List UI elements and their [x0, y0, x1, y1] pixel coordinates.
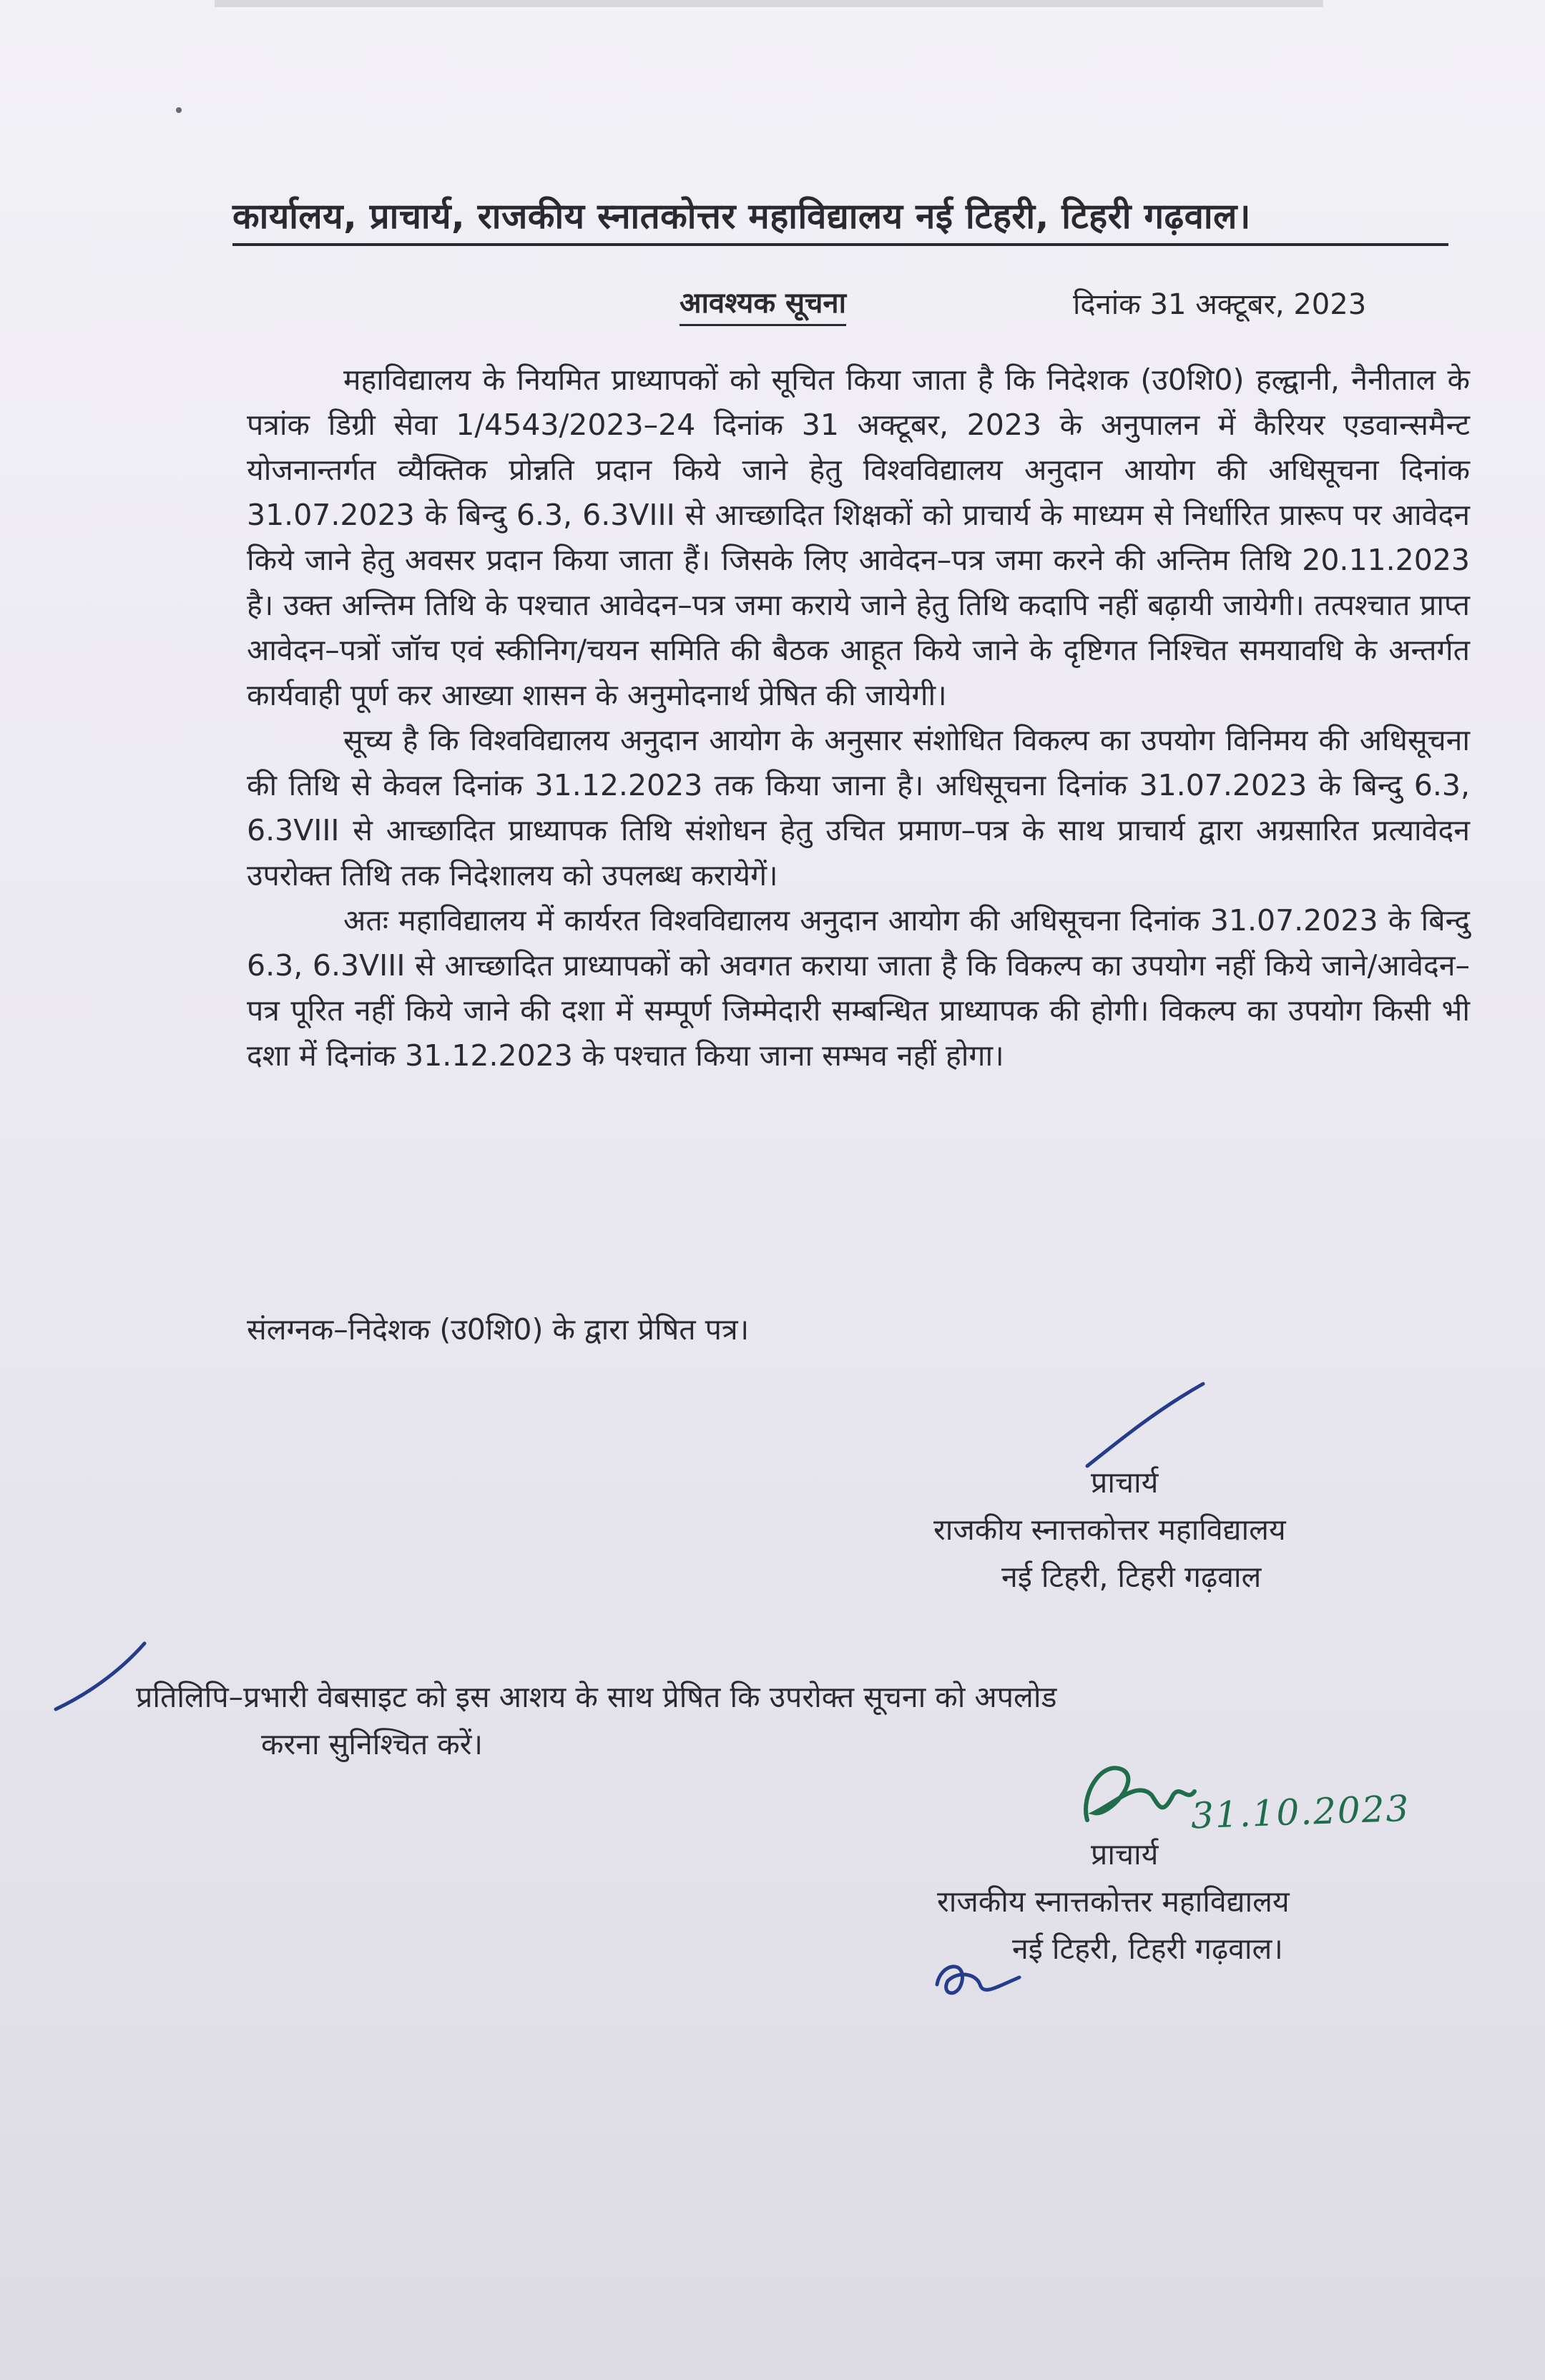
- signatory-college: राजकीय स्नात्तकोत्तर महाविद्यालय: [937, 1884, 1290, 1919]
- signatory-title: प्राचार्य: [1091, 1465, 1159, 1500]
- notice-body: [247, 358, 1470, 1078]
- paragraph-3: अतः महाविद्यालय में कार्यरत विश्वविद्यालय अनुदान आयोग की अधिसूचना दिनांक 31.07.2023 के बिन्दु 6.3, 6.3VIII से आच्छादित प्राध्यापकों को अवगत कराया जाता है कि विकल्प का उपयोग नहीं किये जाने/आवेदन–पत्र पूरित नहीं किये जाने की दशा में सम्पूर्ण जिम्मेदारी सम्बन्धित प्राध्यापक की होगी। विकल्प का उपयोग किसी भी दशा में दिनांक 31.12.2023 के पश्चात किया जाना सम्भव नहीं होगा।: [247, 903, 1470, 1073]
- paragraph-1: महाविद्यालय के नियमित प्राध्यापकों को सूचित किया जाता है कि निदेशक (उ0शि0) हल्द्वानी, नैनीताल के पत्रांक डिग्री सेवा 1/4543/2023–24 दिनांक 31 अक्टूबर, 2023 के अनुपालन में कैरियर एडवान्समैन्ट योजनान्तर्गत व्यैक्तिक प्रोन्नति प्रदान किये जाने हेतु विश्वविद्यालय अनुदान आयोग की अधिसूचना दिनांक 31.07.2023 के बिन्दु 6.3, 6.3VIII से आच्छादित शिक्षकों को प्राचार्य के माध्यम से निर्धारित प्रारूप पर आवेदन किये जाने हेतु अवसर प्रदान किया जाता हैं। जिसके लिए आवेदन–पत्र जमा करने की अन्तिम तिथि 20.11.2023 है। उक्त अन्तिम तिथि के पश्चात आवेदन–पत्र जमा कराये जाने हेतु तिथि कदापि नहीं बढ़ायी जायेगी। तत्पश्चात प्राप्त आवेदन–पत्रों जॉच एवं स्कीनिग/चयन समिति की बैठक आहूत किये जाने के दृष्टिगत निश्चित समयावधि के अन्तर्गत कार्यवाही पूर्ण कर आख्या शासन के अनुमोदनार्थ प्रेषित की जायेगी।: [247, 363, 1470, 712]
- copy-line-2: करना सुनिश्चित करें।: [261, 1727, 484, 1761]
- page-top-edge: [215, 0, 1323, 7]
- handwritten-date: 31.10.2023: [1190, 1787, 1411, 1837]
- signatory-place: नई टिहरी, टिहरी गढ़वाल।: [1012, 1932, 1283, 1966]
- paper-speck: [176, 107, 182, 113]
- blue-initials-scribble: [926, 1945, 1026, 2010]
- copy-line-1: प्रतिलिपि–प्रभारी वेबसाइट को इस आशय के साथ प्रेषित कि उपरोक्त सूचना को अपलोड: [136, 1680, 1057, 1714]
- signatory-title: प्राचार्य: [1091, 1837, 1159, 1872]
- signature-block-1: [933, 1459, 1286, 1600]
- notice-date: दिनांक 31 अक्टूबर, 2023: [1073, 288, 1367, 321]
- enclosure-note: संलग्नक–निदेशक (उ0शि0) के द्वारा प्रेषित पत्र।: [247, 1312, 750, 1347]
- signatory-place: नई टिहरी, टिहरी गढ़वाल: [1001, 1560, 1262, 1594]
- paragraph-2: सूच्य है कि विश्वविद्यालय अनुदान आयोग के अनुसार संशोधित विकल्प का उपयोग विनिमय की अधिसूचना की तिथि से केवल दिनांक 31.12.2023 तक किया जाना है। अधिसूचना दिनांक 31.07.2023 के बिन्दु 6.3, 6.3VIII से आच्छादित प्राध्यापक तिथि संशोधन हेतु उचित प्रमाण–पत्र के साथ प्राचार्य द्वारा अग्रसारित प्रत्यावेदन उपरोक्त तिथि तक निदेशालय को उपलब्ध करायेगें।: [247, 723, 1470, 892]
- notice-title: आवश्यक सूचना: [680, 282, 846, 326]
- signatory-college: राजकीय स्नात्तकोत्तर महाविद्यालय: [933, 1513, 1286, 1547]
- office-heading: कार्यालय, प्राचार्य, राजकीय स्नातकोत्तर महाविद्यालय नई टिहरी, टिहरी गढ़वाल।: [232, 192, 1448, 246]
- copy-tick-mark: [50, 1638, 150, 1716]
